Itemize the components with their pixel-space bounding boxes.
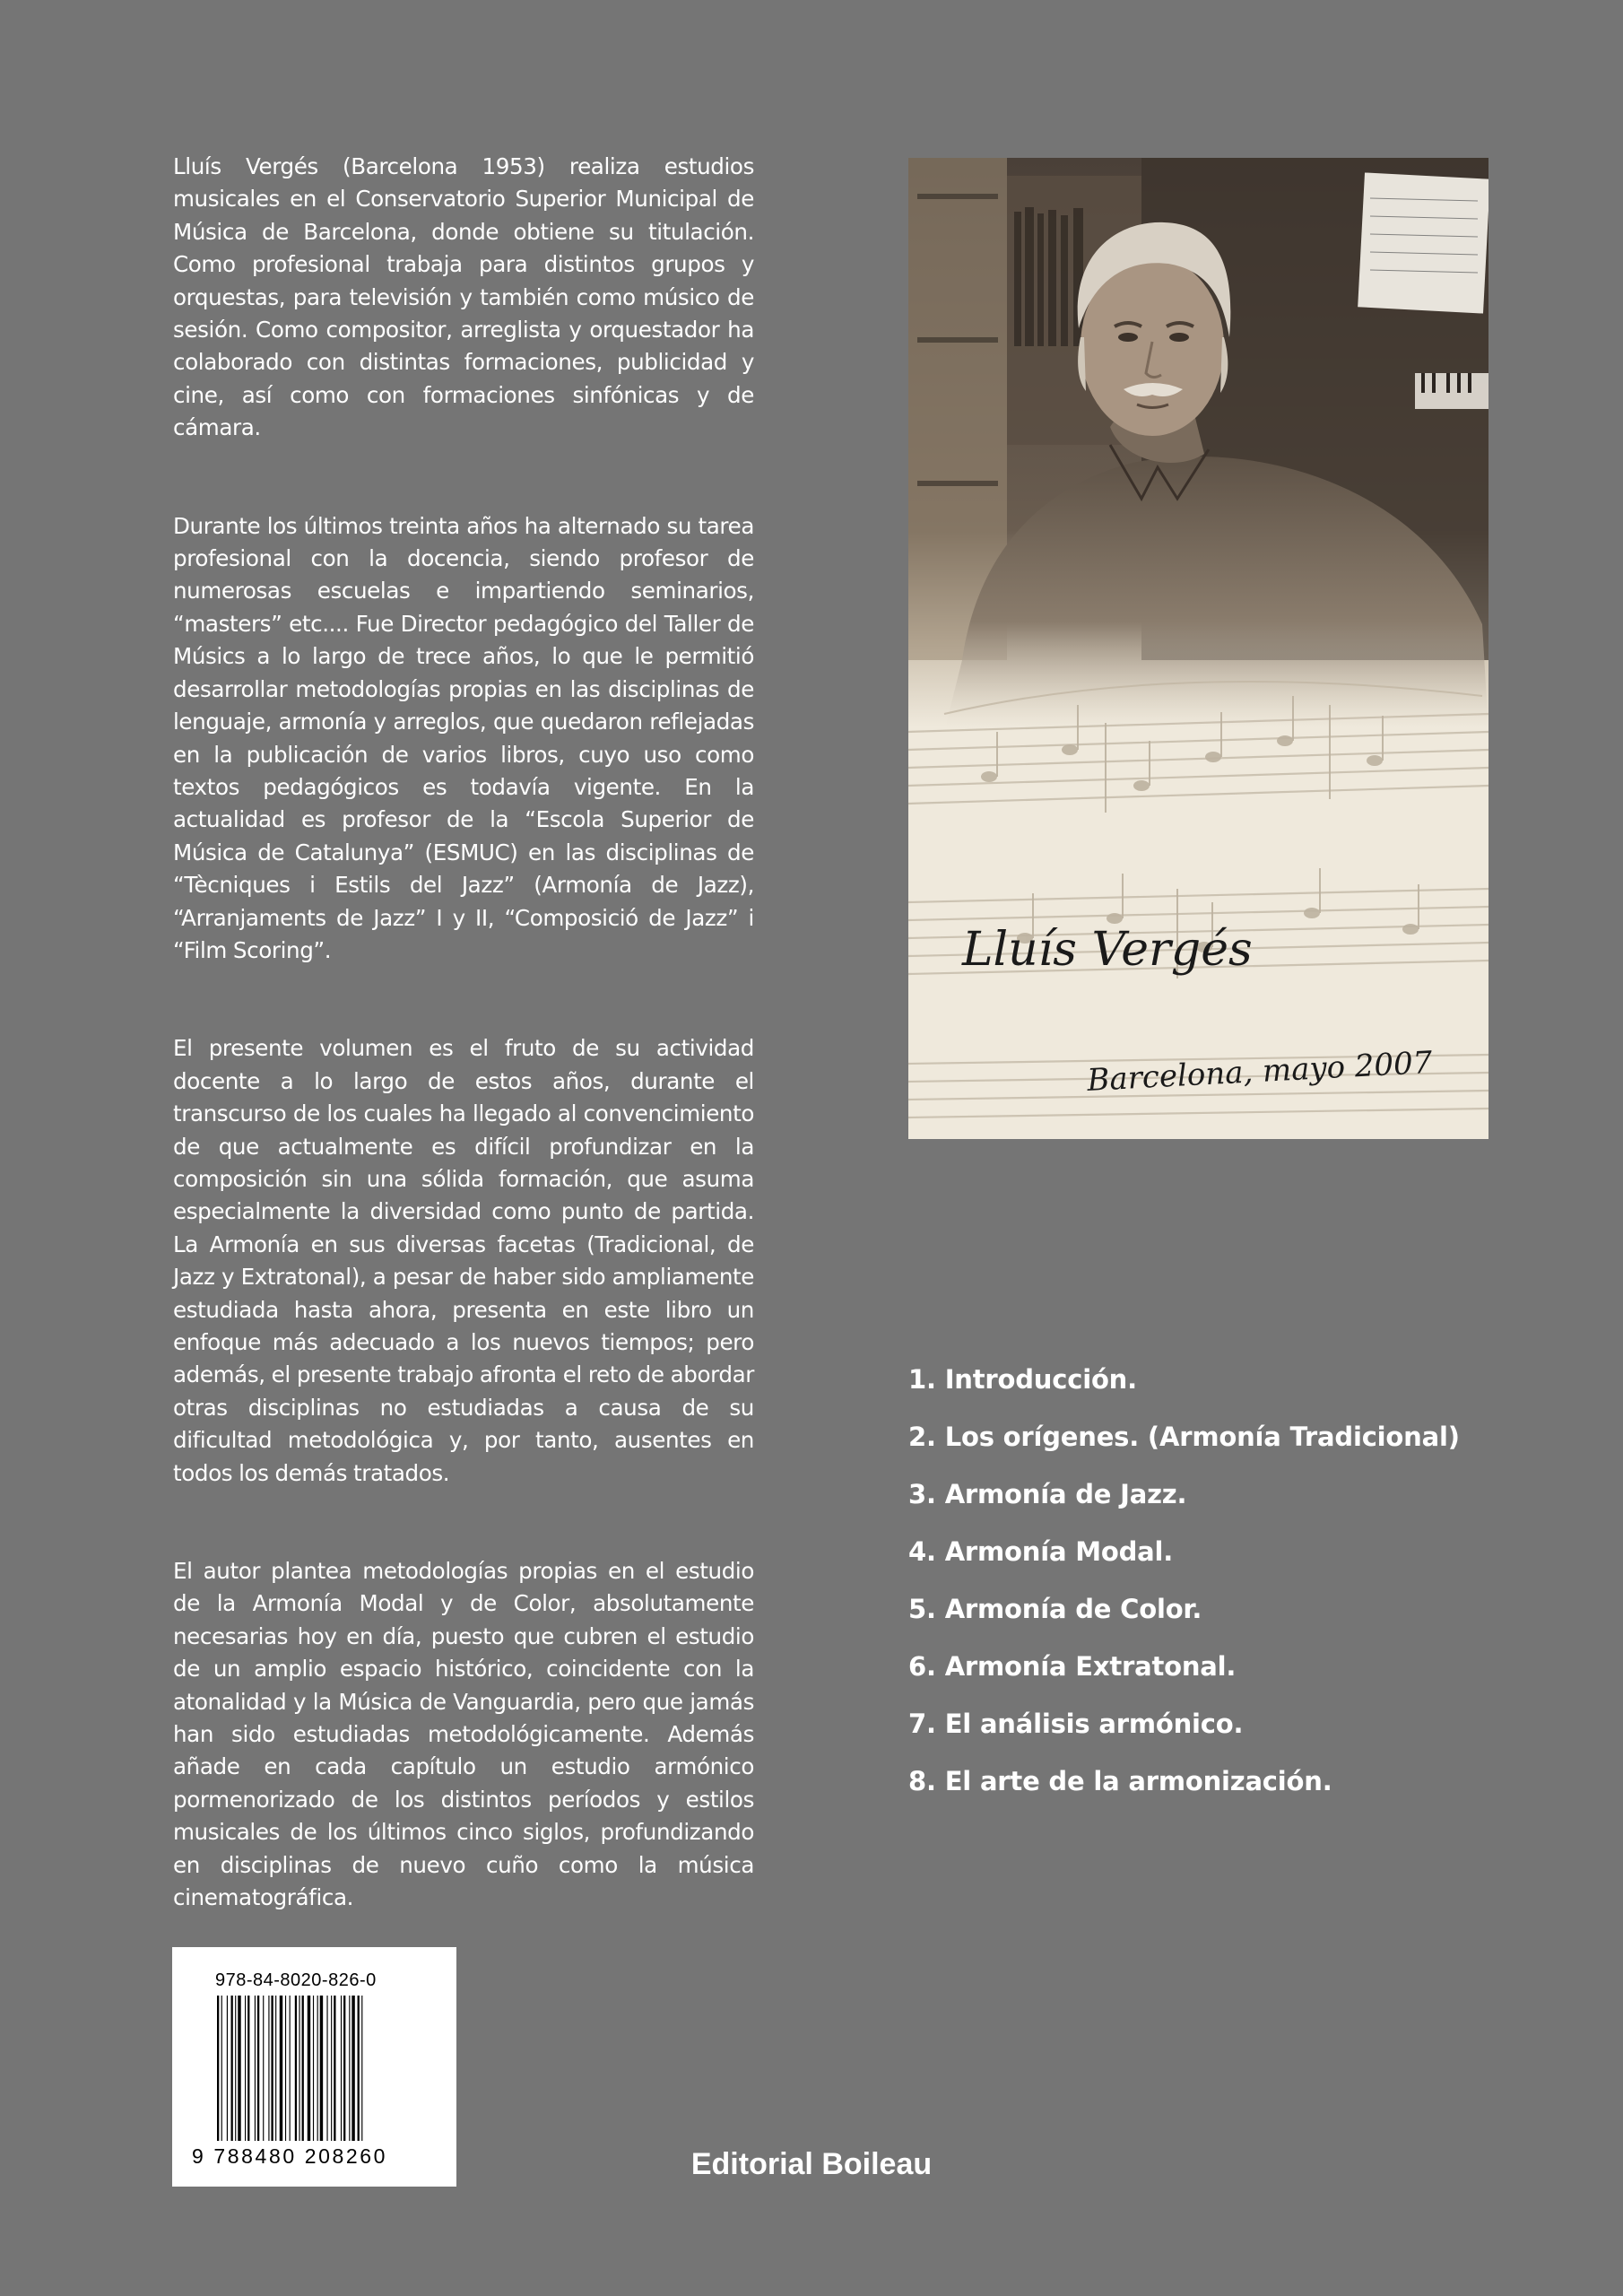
toc-item: 7. El análisis armónico.: [908, 1709, 1244, 1739]
bio-paragraph-1: Lluís Vergés (Barcelona 1953) realiza estudios musicales en el Conservatorio Superior Municipal de Música de Barcelona, donde obtiene su titulación. Como profesional trabaja para distintos grupos y orquestas, para televisión y también como músico de sesión. Como compositor, arreglista y orquestador ha colaborado con distintas formaciones, publicidad y cine, así como con formaciones sinfónicas y de cámara.: [173, 153, 754, 441]
author-biography: [173, 151, 754, 1980]
toc-item: 1. Introducción.: [908, 1364, 1137, 1395]
table-of-contents: [908, 1351, 1536, 1810]
toc-item: 2. Los orígenes. (Armonía Tradicional): [908, 1422, 1460, 1452]
ean-number: 9 788480 208260: [192, 2144, 388, 2168]
isbn-number: 978-84-8020-826-0: [215, 1970, 377, 1990]
toc-item: 6. Armonía Extratonal.: [908, 1651, 1237, 1682]
toc-item: 8. El arte de la armonización.: [908, 1766, 1332, 1796]
bio-paragraph-3: El presente volumen es el fruto de su actividad docente a lo largo de estos años, durante el transcurso de los cuales ha llegado al convencimiento de que actualmente es difícil profundizar en la composición sin una sólida formación, que asuma especialmente la diversidad como punto de partida. La Armonía en sus diversas facetas (Tradicional, de Jazz y Extratonal), a pesar de haber sido ampliamente estudiada hasta ahora, presenta en este libro un enfoque más adecuado a los nuevos tiempos; pero además, el presente trabajo afronta el reto de abordar otras disciplinas no estudiadas a causa de su dificultad metodológica y, por tanto, ausentes en todos los demás tratados.: [173, 1035, 754, 1486]
toc-item: 5. Armonía de Color.: [908, 1594, 1202, 1624]
bio-paragraph-2: Durante los últimos treinta años ha alternado su tarea profesional con la docencia, siendo profesor de numerosas escuelas e impartiendo seminarios, “masters” etc.... Fue Director pedagógico del Taller de Músics a lo largo de trece años, lo que le permitió desarrollar metodologías propias en las disciplinas de lenguaje, armonía y arreglos, que quedaron reflejadas en la publicación de varios libros, cuyo uso como textos pedagógicos es todavía vigente. En la actualidad es profesor de la “Escola Superior de Música de Catalunya” (ESMUC) en las disciplinas de “Tècniques i Estils del Jazz” (Armonía de Jazz), “Arranjaments de Jazz” I y II, “Composició de Jazz” i “Film Scoring”.: [173, 512, 754, 963]
barcode-bars-icon: [217, 1996, 414, 2148]
publisher-name: Editorial Boileau: [690, 2147, 933, 2181]
toc-item: 4. Armonía Modal.: [908, 1536, 1174, 1567]
author-photo: [908, 158, 1488, 1139]
bio-paragraph-4: El autor plantea metodologías propias en el estudio de la Armonía Modal y de Color, absolutamente necesarias hoy en día, puesto que cubren el estudio de un amplio espacio histórico, coincidente con la atonalidad y la Música de Vanguardia, pero que jamás han sido estudiadas metodológicamente. Además añade en cada capítulo un estudio armónico pormenorizado de los distintos períodos y estilos musicales de los últimos cinco siglos, profundizando en disciplinas de nuevo cuño como la música cinematográfica.: [173, 1558, 754, 1911]
signature-place-date: Barcelona, mayo 2007: [1086, 1044, 1434, 1099]
signature: Lluís Vergés: [962, 923, 1253, 977]
toc-item: 3. Armonía de Jazz.: [908, 1479, 1187, 1509]
